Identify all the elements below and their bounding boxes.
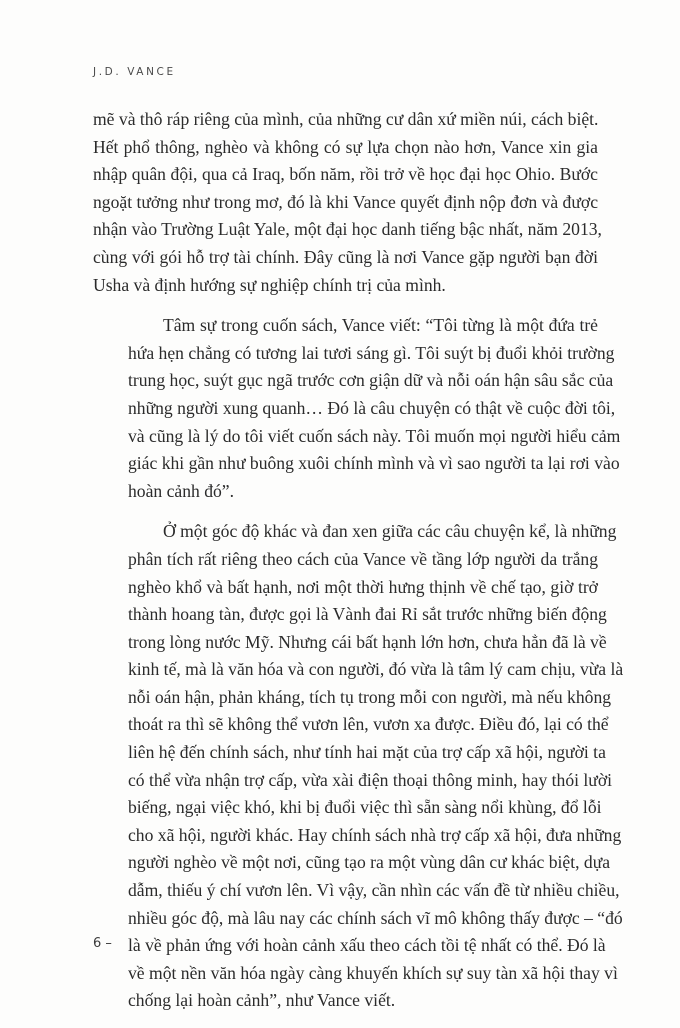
text-line: và cũng là lý do tôi viết cuốn sách này. Tôi muốn mọi người hiểu cảm bbox=[128, 425, 621, 446]
text-line: dẫm, thiếu ý chí vươn lên. Vì vậy, cần nhìn các vấn đề từ nhiều chiều, bbox=[128, 880, 620, 901]
text-line: liên hệ đến chính sách, như tính hai mặt của trợ cấp xã hội, người ta bbox=[128, 742, 606, 763]
text-line: thoát ra thì sẽ không thể vươn lên, vươn xa được. Điều đó, lại có thể bbox=[128, 714, 609, 735]
text-line: là về phản ứng với hoàn cảnh xấu theo cách tồi tệ nhất có thể. Đó là bbox=[128, 935, 606, 956]
text-line: chống lại hoàn cảnh”, như Vance viết. bbox=[128, 990, 396, 1011]
page-number: 6 – bbox=[93, 936, 112, 951]
body-text bbox=[93, 106, 624, 1028]
text-line: phân tích rất riêng theo cách của Vance về tầng lớp người da trắng bbox=[128, 548, 598, 569]
text-line: nghèo khổ và bất hạnh, nơi một thời hưng thịnh về chế tạo, giờ trở bbox=[128, 576, 598, 597]
text-line: thành hoang tàn, được gọi là Vành đai Rỉ sắt trước những biến động bbox=[128, 604, 607, 625]
text-line: những người xung quanh… Đó là câu chuyện có thật về cuộc đời tôi, bbox=[128, 397, 616, 418]
text-line: mẽ và thô ráp riêng của mình, của những cư dân xứ miền núi, cách biệt. bbox=[93, 109, 599, 129]
text-line: nhiều góc độ, mà lâu nay các chính sách vĩ mô không thấy được – “đó bbox=[128, 907, 623, 928]
text-line: giác khi gần như buông xuôi chính mình và vì sao người ta lại rơi vào bbox=[128, 453, 620, 474]
text-line: về một nền văn hóa ngày càng khuyến khích sự suy tàn xã hội thay vì bbox=[128, 962, 618, 983]
text-line: trong lòng nước Mỹ. Nhưng cái bất hạnh lớn hơn, chưa hẳn đã là về bbox=[128, 631, 607, 652]
text-line: Ở một góc độ khác và đan xen giữa các câu chuyện kể, là những bbox=[163, 521, 617, 542]
paragraph-1 bbox=[93, 106, 602, 299]
paragraph-3 bbox=[93, 518, 624, 1015]
text-line: Tâm sự trong cuốn sách, Vance viết: “Tôi từng là một đứa trẻ bbox=[163, 315, 598, 336]
text-line: biếng, ngại việc khó, khi bị đuổi việc thì sẵn sàng nổi khùng, đổ lỗi bbox=[128, 797, 602, 818]
text-line: nhận vào Trường Luật Yale, một đại học danh tiếng bậc nhất, năm 2013, bbox=[93, 219, 602, 240]
text-line: cho xã hội, người khác. Hay chính sách nhà trợ cấp xã hội, đưa những bbox=[128, 824, 622, 845]
text-line: ngoặt tưởng như trong mơ, đó là khi Vance quyết định nộp đơn và được bbox=[93, 191, 598, 212]
text-line: kinh tế, mà là văn hóa và con người, đó vừa là tâm lý cam chịu, vừa là bbox=[128, 659, 624, 680]
text-line: nhập quân đội, qua cả Iraq, bốn năm, rồi trở về học đại học Ohio. Bước bbox=[93, 164, 598, 185]
text-line: nỗi oán hận, phản kháng, tích tụ trong mỗi con người, mà nếu không bbox=[128, 686, 612, 707]
running-head-author: J.D. VANCE bbox=[93, 66, 176, 78]
text-line: Usha và định hướng sự nghiệp chính trị của mình. bbox=[93, 274, 446, 295]
text-line: Hết phổ thông, nghèo và không có sự lựa chọn nào hơn, Vance xin gia bbox=[93, 136, 598, 157]
paragraph-2 bbox=[93, 312, 621, 505]
text-line: có thể vừa nhận trợ cấp, vừa xài điện thoại thông minh, hay thói lười bbox=[128, 769, 613, 790]
text-line: trung học, suýt gục ngã trước cơn giận dữ và nỗi oán hận sâu sắc của bbox=[128, 370, 614, 391]
text-line: hoàn cảnh đó”. bbox=[128, 480, 235, 501]
text-line: hứa hẹn chẳng có tương lai tươi sáng gì. Tôi suýt bị đuổi khỏi trường bbox=[128, 342, 615, 363]
text-line: người nghèo về một nơi, cũng tạo ra một vùng dân cư khác biệt, dựa bbox=[128, 852, 611, 873]
text-line: cùng với gói hỗ trợ tài chính. Đây cũng là nơi Vance gặp người bạn đời bbox=[93, 246, 598, 267]
